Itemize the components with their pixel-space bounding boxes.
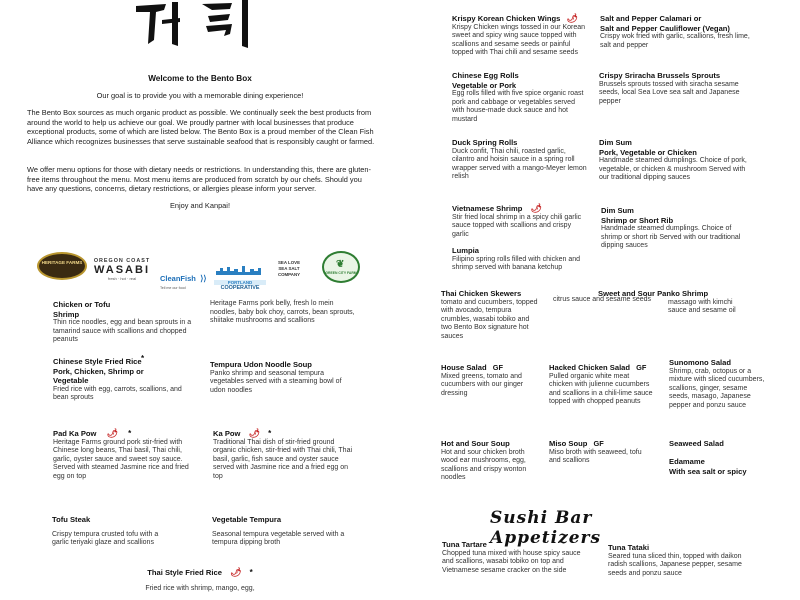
appetizer-salt-pepper-calamari [600,14,750,50]
appetizer-chinese-egg-rolls [452,71,587,124]
soup-miso [549,439,649,466]
appetizer-vietnamese-shrimp [452,204,587,239]
heritage-farms-logo [37,252,87,280]
intro-paragraph-1: The Bento Box sources as much organic product as possible. We continually seek the best products from around the world to help us achieve our goal. We proudly partner with local businesses that produce exceptional products, some of which are listed below. The Bento Box is a proud member of the Clean Fish Alliance which recognizes businesses that serve sustainable seafood that is responsibly caught or farmed. [27,108,375,146]
salads-panel [400,289,800,600]
cooperative-logo-line-2: COOPERATIVE [220,285,260,291]
sea-salt-logo-line-1: SEA LOVE [277,260,301,265]
appetizer-dim-sum-shrimp [601,206,751,251]
menu-item-title-text: Pad Ka Pow [53,429,97,438]
gluten-free-badge: GF [593,439,604,448]
menu-item-ramen [210,300,355,326]
menu-item-title: Sunomono Salad [669,358,732,367]
spicy-pepper-icon: 🌶 [106,428,119,438]
panko-shrimp-continued [598,289,738,316]
sea-salt-logo-line-2: SEA SALT [278,266,300,271]
spicy-pepper-icon: 🌶 [230,567,242,577]
menu-item-vegetable-tempura [212,515,357,548]
spicy-pepper-icon: 🌶 [530,203,542,213]
appetizer-lumpia [452,246,592,273]
green-city-farm-logo-text: GREEN CITY FARM [325,271,357,275]
menu-item-title: Edamame [669,457,705,466]
menu-item-desc: Panko shrimp and seasonal tempura vegetables served with a steaming bowl of udon noodles [210,369,342,394]
menu-item-desc: Handmade steamed dumplings. Choice of shrimp or short rib Served with our traditional dipping sauces [601,225,741,250]
menu-item-title: Chicken or Tofu Shrimp [53,300,111,319]
menu-item-desc: Crispy tempura crusted tofu with a garlic teriyaki glaze and scallions [52,530,159,547]
menu-item-desc: Duck confit, Thai chili, roasted garlic, cilantro and hoisin sauce in a spring roll wrapper served with a mango-Meyer lemon relish [452,147,587,181]
menu-item-pad-ka-pow [53,429,193,481]
menu-item-title-text: Thai Style Fried Rice [147,568,222,577]
menu-item-desc: Seasonal tempura vegetable served with a tempura dipping broth [212,530,345,547]
menu-item-desc: Filipino spring rolls filled with chicken and shrimp served with banana ketchup [452,255,581,272]
salad-hacked-chicken [549,363,654,407]
menu-item-title [53,354,193,386]
heritage-farms-logo-text: HERITAGE FARMS [41,260,83,265]
spicy-pepper-icon: 🌶 [248,428,260,438]
skyline-icon [214,265,266,275]
menu-item-desc: Handmade steamed dumplings. Choice of pork, vegetable, or chicken & mushroom Served with our traditional dipping sauces [599,157,747,182]
menu-item-title: Tuna Tataki [608,543,650,552]
menu-item-title-text: Vietnamese Shrimp [452,204,523,213]
menu-item-subtitle: With sea salt or spicy [669,466,747,476]
menu-item-title: Tempura Udon Noodle Soup [210,360,312,369]
menu-item-desc: Chopped tuna mixed with house spicy sauce and scallions, wasabi tobiko on top and Vietnamese sesame cracker on the side [442,549,581,574]
salad-seaweed [669,439,769,449]
menu-item-title: Dim Sum Shrimp or Short Rib [601,206,674,225]
vegetarian-star-icon: * [249,568,253,577]
cleanfish-logo-text: CleanFish [160,274,196,283]
menu-item-title: Crispy Sriracha Brussels Sprouts [599,71,721,80]
green-city-farm-logo [322,251,360,283]
menu-item-desc: Thin rice noodles, egg and bean sprouts in a tamarind sauce with scallions and chopped peanuts [53,319,192,344]
spicy-pepper-icon: 🌶 [566,13,578,23]
menu-item-title-text: Ka Pow [213,429,241,438]
menu-item-title: Seaweed Salad [669,439,724,448]
skewers-continued [441,289,541,341]
menu-item-title-text: Miso Soup [549,439,588,448]
sushi-tuna-tataki [608,543,753,578]
menu-item-title: Salt and Pepper Calamari or Salt and Pepper Cauliflower (Vegan) [600,14,730,33]
menu-item-desc: Hot and sour chicken broth wood ear mushrooms, egg, scallions and crispy wonton noodles [441,448,527,482]
intro-goal: Our goal is to provide you with a memorable dining experience! [96,91,304,100]
menu-item-desc: Traditional Thai dish of stir-fried ground organic chicken, stir-fried with Thai chili, Thai basil, garlic, fish sauce and oyster sauce served with Jasmine rice and a fried egg on top [213,438,353,480]
gluten-free-badge: GF [492,363,503,372]
menu-item-desc: Heritage Farms pork belly, fresh lo mein noodles, baby bok choy, carrots, bean sprouts, shiitake mushrooms and scallions [210,300,355,325]
menu-item-desc: Stir fried local shrimp in a spicy chili garlic sauce topped with scallions and crispy garlic [452,213,582,238]
vegetarian-star-icon: * [128,429,132,438]
salad-sunomono [669,358,769,410]
menu-item-desc: Egg rolls filled with five spice organic roast pork and cabbage or vegetables served with house-made duck sauce and hot mustard [452,90,584,123]
menu-item-desc: Fried rice with shrimp, mango, egg, [145,584,255,592]
appetizer-dim-sum-pork [599,138,749,183]
menu-item-title: Tofu Steak [52,515,91,524]
fish-icon: ⟩⟩ [200,274,207,283]
salad-house [441,363,536,398]
menu-item-title-text: Hacked Chicken Salad [549,363,631,372]
cleanfish-logo-sub: Tell me our food [160,286,186,290]
menu-item-title: Dim Sum Pork, Vegetable or Chicken [599,138,697,157]
menu-item-thai-fried-rice [0,568,400,593]
menu-item-title: Lumpia [452,246,480,255]
menu-item-desc: Shrimp, crab, octopus or a mixture with sliced cucumbers, scallions, ginger, sesame seeds, masago, Japanese pepper and ponzu sauce [669,367,765,409]
appetizer-korean-wings [452,14,587,58]
sushi-tuna-tartare [442,540,582,575]
menu-item-title [0,568,400,578]
menu-item-title: Hot and Sour Soup [441,439,510,448]
wasabi-logo-line-1: OREGON COAST [93,258,151,264]
appetizer-brussels-sprouts [599,71,749,106]
vegetarian-star-icon: * [141,354,145,363]
menu-item-tofu-steak [52,515,172,548]
intro-paragraph-2: We offer menu options for those with dietary needs or restrictions. In understanding this, there are gluten-free items throughout the menu. Most menu items are produced from scratch by our chefs. Should you have any questions, concerns, dietary restrictions, or allergies please inform your server. [27,165,371,193]
intro-panel [0,0,400,295]
menu-item-pad-thai [53,300,193,345]
menu-item-desc: Mixed greens, tomato and cucumbers with our ginger dressing [441,372,524,397]
leaf-icon: ❦ [336,259,345,270]
calligraphy-logo [128,0,268,48]
menu-item-title [452,14,587,24]
menu-item-ka-pow [213,429,355,481]
menu-item-desc: Seared tuna sliced thin, topped with daikon radish scallions, Japanese pepper, sesame seeds and ponzu sauce [608,552,742,577]
sushi-heading: Sushi Bar Appetizers [490,508,602,548]
menu-item-title [549,439,649,449]
sea-salt-logo-line-3: COMPANY [277,272,301,277]
menu-item-desc: Brussels sprouts tossed with siracha sesame seeds, local Sea Love sea salt and Japanese pepper [599,80,740,105]
menu-item-title [213,429,355,439]
soup-hot-and-sour [441,439,541,483]
menu-item-title: Chinese Egg Rolls Vegetable or Pork [452,71,519,90]
menu-item-desc: Fried rice with egg, carrots, scallions, and bean sprouts [53,385,182,402]
menu-item-desc: tomato and cucumbers, topped with avocado, tempura crumbles, wasabi tobiko and two Bento Box signature hot sauces [441,298,538,340]
menu-item-desc: Krispy Chicken wings tossed in our Korean sweet and spicy wing sauce topped with scallions and sesame seeds or painful topped with Thai chili and sesame seeds [452,23,586,57]
intro-signoff: Enjoy and Kanpai! [170,201,230,210]
menu-item-desc: massago with kimchi sauce and sesame oil [668,298,736,315]
menu-item-title: Vegetable Tempura [212,515,282,524]
menu-item-title-text: Chinese Style Fried Rice Pork, Chicken, Shrimp or Vegetable [53,357,144,385]
appetizers-panel [400,0,800,295]
menu-item-desc: Miso broth with seaweed, tofu and scallions [549,448,642,465]
menu-item-title-text: House Salad [441,363,487,372]
vegetarian-star-icon: * [268,429,272,438]
wasabi-logo-line-2: WASABI [94,264,150,276]
oregon-coast-wasabi-logo [89,258,155,281]
menu-item-title: Sweet and Sour Panko Shrimp [598,289,709,298]
edamame [669,457,769,476]
intro-heading: Welcome to the Bento Box [148,74,252,83]
menu-item-title: Thai Chicken Skewers [441,289,522,298]
cooperative-logo [214,262,266,291]
menu-item-desc: Heritage Farms ground pork stir-fried with Chinese long beans, Thai basil, Thai chili, garlic, oyster sauce and sweet soy sauce. Served with steamed Jasmine rice and fried egg on top [53,438,189,480]
cleanfish-logo [160,268,212,290]
menu-item-title: Duck Spring Rolls [452,138,518,147]
appetizer-duck-spring-rolls [452,138,587,182]
menu-item-title [452,204,587,214]
entrees-panel [0,295,400,600]
menu-item-title-text: Krispy Korean Chicken Wings [452,14,561,23]
cooperative-logo-line-1: PORTLAND [214,280,266,285]
menu-item-tempura-udon [210,360,355,395]
menu-item-title [53,429,193,439]
menu-item-desc: Crispy wok fried with garlic, scallions, fresh lime, salt and pepper [600,33,750,49]
wasabi-logo-line-3: fresh · hot · real [107,276,137,281]
menu-item-title [549,363,654,373]
sea-love-sea-salt-logo [270,260,308,278]
menu-item-desc: citrus sauce and sesame seeds [553,296,652,303]
menu-item-desc: Pulled organic white meat chicken with julienne cucumbers and scallions in a chili-lime sauce topped with chopped peanuts [549,372,653,406]
gluten-free-badge: GF [636,363,647,372]
menu-item-title: Tuna Tartare [442,540,487,549]
menu-item-title [441,363,536,373]
menu-item-chinese-fried-rice [53,354,193,403]
